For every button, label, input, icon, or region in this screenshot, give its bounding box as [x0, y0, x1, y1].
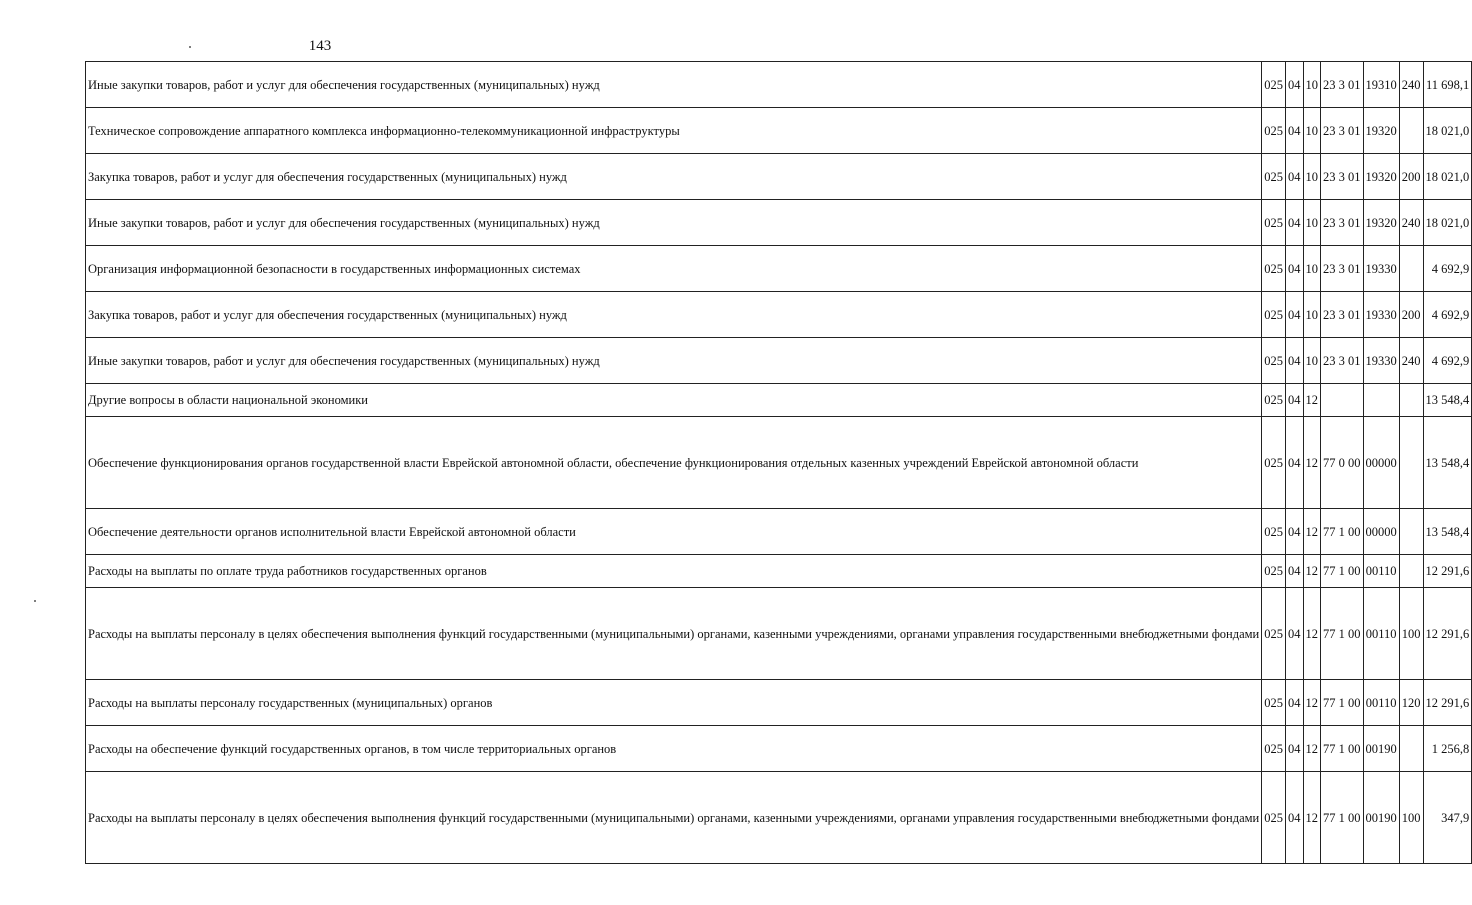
row-name: Расходы на выплаты по оплате труда работников государственных органов	[86, 555, 1262, 588]
section-code: 04	[1286, 246, 1304, 292]
budget-table	[85, 61, 1472, 864]
program-code: 77 1 00	[1321, 588, 1364, 680]
direction-code: 00190	[1363, 772, 1399, 864]
subsection-code: 10	[1303, 292, 1321, 338]
amount: 18 021,0	[1423, 154, 1472, 200]
expense-type-code	[1399, 384, 1423, 417]
direction-code: 00000	[1363, 417, 1399, 509]
subsection-code: 12	[1303, 588, 1321, 680]
direction-code: 19320	[1363, 154, 1399, 200]
row-name: Иные закупки товаров, работ и услуг для обеспечения государственных (муниципальных) нужд	[86, 200, 1262, 246]
row-name: Расходы на выплаты персоналу в целях обеспечения выполнения функций государственными (муниципальными) органами, казенными учреждениями, органами управления государственными внебюджетными фондами	[86, 772, 1262, 864]
row-name: Закупка товаров, работ и услуг для обеспечения государственных (муниципальных) нужд	[86, 292, 1262, 338]
expense-type-code	[1399, 726, 1423, 772]
row-name: Иные закупки товаров, работ и услуг для обеспечения государственных (муниципальных) нужд	[86, 62, 1262, 108]
expense-type-code: 100	[1399, 588, 1423, 680]
amount: 4 692,9	[1423, 246, 1472, 292]
subsection-code: 10	[1303, 200, 1321, 246]
ministry-code: 025	[1262, 292, 1286, 338]
table-row	[86, 62, 1472, 108]
subsection-code: 12	[1303, 417, 1321, 509]
row-name: Расходы на выплаты персоналу в целях обеспечения выполнения функций государственными (муниципальными) органами, казенными учреждениями, органами управления государственными внебюджетными фондами	[86, 588, 1262, 680]
ministry-code: 025	[1262, 726, 1286, 772]
ministry-code: 025	[1262, 154, 1286, 200]
direction-code: 19330	[1363, 338, 1399, 384]
program-code: 77 1 00	[1321, 772, 1364, 864]
expense-type-code: 200	[1399, 292, 1423, 338]
amount: 4 692,9	[1423, 338, 1472, 384]
section-code: 04	[1286, 509, 1304, 555]
expense-type-code: 240	[1399, 338, 1423, 384]
amount: 347,9	[1423, 772, 1472, 864]
table-row	[86, 772, 1472, 864]
table-row	[86, 154, 1472, 200]
section-code: 04	[1286, 292, 1304, 338]
section-code: 04	[1286, 154, 1304, 200]
ministry-code: 025	[1262, 108, 1286, 154]
ministry-code: 025	[1262, 200, 1286, 246]
amount: 11 698,1	[1423, 62, 1472, 108]
amount: 18 021,0	[1423, 108, 1472, 154]
section-code: 04	[1286, 200, 1304, 246]
amount: 1 256,8	[1423, 726, 1472, 772]
subsection-code: 12	[1303, 555, 1321, 588]
ministry-code: 025	[1262, 680, 1286, 726]
ministry-code: 025	[1262, 417, 1286, 509]
direction-code: 00110	[1363, 680, 1399, 726]
scan-speck	[34, 600, 36, 602]
amount: 18 021,0	[1423, 200, 1472, 246]
direction-code: 00110	[1363, 588, 1399, 680]
table-row	[86, 509, 1472, 555]
program-code: 23 3 01	[1321, 292, 1364, 338]
section-code: 04	[1286, 772, 1304, 864]
subsection-code: 10	[1303, 154, 1321, 200]
table-row	[86, 292, 1472, 338]
section-code: 04	[1286, 384, 1304, 417]
amount: 12 291,6	[1423, 555, 1472, 588]
ministry-code: 025	[1262, 772, 1286, 864]
ministry-code: 025	[1262, 338, 1286, 384]
subsection-code: 10	[1303, 246, 1321, 292]
expense-type-code: 240	[1399, 200, 1423, 246]
subsection-code: 12	[1303, 772, 1321, 864]
table-row	[86, 555, 1472, 588]
table-row	[86, 384, 1472, 417]
section-code: 04	[1286, 555, 1304, 588]
scan-speck	[189, 46, 191, 48]
section-code: 04	[1286, 108, 1304, 154]
direction-code	[1363, 384, 1399, 417]
program-code: 77 1 00	[1321, 555, 1364, 588]
subsection-code: 10	[1303, 338, 1321, 384]
table-row	[86, 200, 1472, 246]
direction-code: 00110	[1363, 555, 1399, 588]
direction-code: 19330	[1363, 246, 1399, 292]
program-code: 77 1 00	[1321, 509, 1364, 555]
table-row	[86, 680, 1472, 726]
table-row	[86, 726, 1472, 772]
expense-type-code: 120	[1399, 680, 1423, 726]
ministry-code: 025	[1262, 509, 1286, 555]
direction-code: 19330	[1363, 292, 1399, 338]
direction-code: 00190	[1363, 726, 1399, 772]
subsection-code: 12	[1303, 680, 1321, 726]
subsection-code: 12	[1303, 726, 1321, 772]
row-name: Расходы на выплаты персоналу государственных (муниципальных) органов	[86, 680, 1262, 726]
section-code: 04	[1286, 726, 1304, 772]
amount: 12 291,6	[1423, 588, 1472, 680]
amount: 12 291,6	[1423, 680, 1472, 726]
program-code: 23 3 01	[1321, 154, 1364, 200]
row-name: Обеспечение функционирования органов государственной власти Еврейской автономной области, обеспечение функционирования отдельных казенных учреждений Еврейской автономной области	[86, 417, 1262, 509]
row-name: Обеспечение деятельности органов исполнительной власти Еврейской автономной области	[86, 509, 1262, 555]
table-row	[86, 338, 1472, 384]
program-code: 77 1 00	[1321, 680, 1364, 726]
ministry-code: 025	[1262, 246, 1286, 292]
expense-type-code: 240	[1399, 62, 1423, 108]
expense-type-code: 100	[1399, 772, 1423, 864]
direction-code: 19320	[1363, 200, 1399, 246]
expense-type-code	[1399, 555, 1423, 588]
section-code: 04	[1286, 588, 1304, 680]
amount: 13 548,4	[1423, 509, 1472, 555]
program-code: 23 3 01	[1321, 338, 1364, 384]
table-body	[86, 62, 1472, 864]
ministry-code: 025	[1262, 555, 1286, 588]
ministry-code: 025	[1262, 62, 1286, 108]
expense-type-code	[1399, 246, 1423, 292]
program-code: 23 3 01	[1321, 108, 1364, 154]
program-code: 23 3 01	[1321, 246, 1364, 292]
subsection-code: 10	[1303, 62, 1321, 108]
row-name: Закупка товаров, работ и услуг для обеспечения государственных (муниципальных) нужд	[86, 154, 1262, 200]
amount: 4 692,9	[1423, 292, 1472, 338]
direction-code: 19310	[1363, 62, 1399, 108]
row-name: Организация информационной безопасности в государственных информационных системах	[86, 246, 1262, 292]
ministry-code: 025	[1262, 588, 1286, 680]
expense-type-code	[1399, 108, 1423, 154]
section-code: 04	[1286, 62, 1304, 108]
subsection-code: 10	[1303, 108, 1321, 154]
program-code: 77 0 00	[1321, 417, 1364, 509]
row-name: Техническое сопровождение аппаратного комплекса информационно-телекоммуникационной инфраструктуры	[86, 108, 1262, 154]
amount: 13 548,4	[1423, 384, 1472, 417]
program-code	[1321, 384, 1364, 417]
page-number: 143	[308, 38, 332, 54]
amount: 13 548,4	[1423, 417, 1472, 509]
row-name: Другие вопросы в области национальной экономики	[86, 384, 1262, 417]
expense-type-code: 200	[1399, 154, 1423, 200]
section-code: 04	[1286, 417, 1304, 509]
table-row	[86, 108, 1472, 154]
table-row	[86, 588, 1472, 680]
program-code: 23 3 01	[1321, 62, 1364, 108]
subsection-code: 12	[1303, 509, 1321, 555]
table-row	[86, 246, 1472, 292]
subsection-code: 12	[1303, 384, 1321, 417]
section-code: 04	[1286, 338, 1304, 384]
program-code: 23 3 01	[1321, 200, 1364, 246]
row-name: Расходы на обеспечение функций государственных органов, в том числе территориальных органов	[86, 726, 1262, 772]
expense-type-code	[1399, 509, 1423, 555]
expense-type-code	[1399, 417, 1423, 509]
table-row	[86, 417, 1472, 509]
section-code: 04	[1286, 680, 1304, 726]
program-code: 77 1 00	[1321, 726, 1364, 772]
ministry-code: 025	[1262, 384, 1286, 417]
row-name: Иные закупки товаров, работ и услуг для обеспечения государственных (муниципальных) нужд	[86, 338, 1262, 384]
direction-code: 19320	[1363, 108, 1399, 154]
direction-code: 00000	[1363, 509, 1399, 555]
